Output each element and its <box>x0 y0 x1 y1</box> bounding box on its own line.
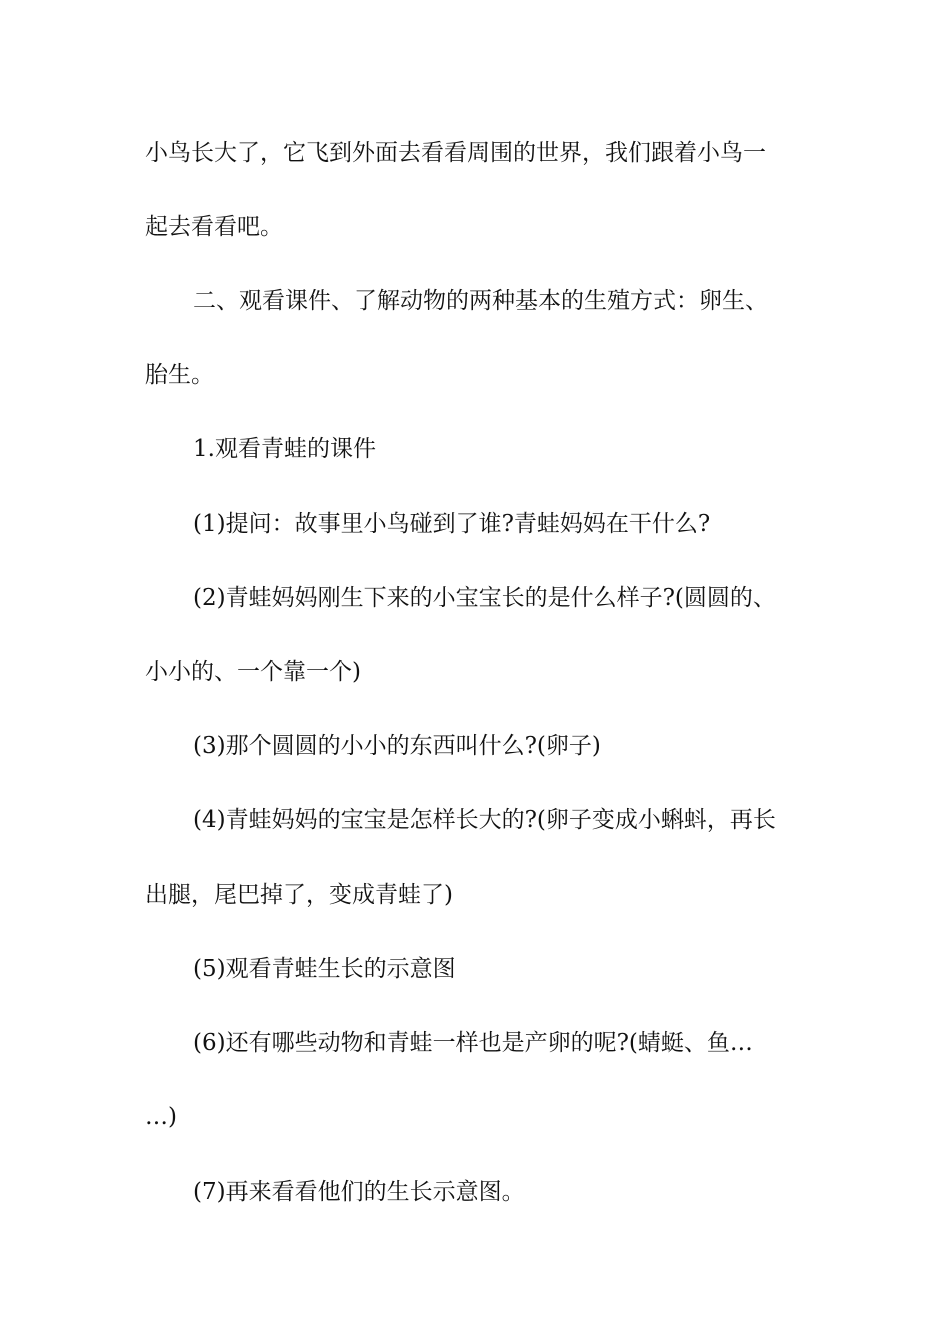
text-line: (2)青蛙妈妈刚生下来的小宝宝长的是什么样子?(圆圆的、 <box>193 585 776 611</box>
text-line: …) <box>145 1104 177 1130</box>
section-heading-line: 胎生。 <box>145 362 214 388</box>
section-heading-line: 二、观看课件、了解动物的两种基本的生殖方式：卵生、 <box>193 288 768 314</box>
list-item-3: (3)那个圆圆的小小的东西叫什么?(卵子) <box>193 733 601 759</box>
text-line: 小小的、一个靠一个) <box>145 659 361 685</box>
list-item-1: (1)提问：故事里小鸟碰到了谁?青蛙妈妈在干什么? <box>193 511 711 537</box>
text-line: 出腿，尾巴掉了，变成青蛙了) <box>145 882 453 908</box>
text-line: 起去看看吧。 <box>145 214 283 240</box>
text-line: (6)还有哪些动物和青蛙一样也是产卵的呢?(蜻蜓、鱼… <box>193 1030 753 1056</box>
list-item-7: (7)再来看看他们的生长示意图。 <box>193 1179 525 1205</box>
text-line: (4)青蛙妈妈的宝宝是怎样长大的?(卵子变成小蝌蚪，再长 <box>193 807 776 833</box>
text-line: 小鸟长大了，它飞到外面去看看周围的世界，我们跟着小鸟一 <box>145 140 766 166</box>
list-item-5: (5)观看青蛙生长的示意图 <box>193 956 456 982</box>
subheading-frog-courseware: 1.观看青蛙的课件 <box>193 436 376 462</box>
